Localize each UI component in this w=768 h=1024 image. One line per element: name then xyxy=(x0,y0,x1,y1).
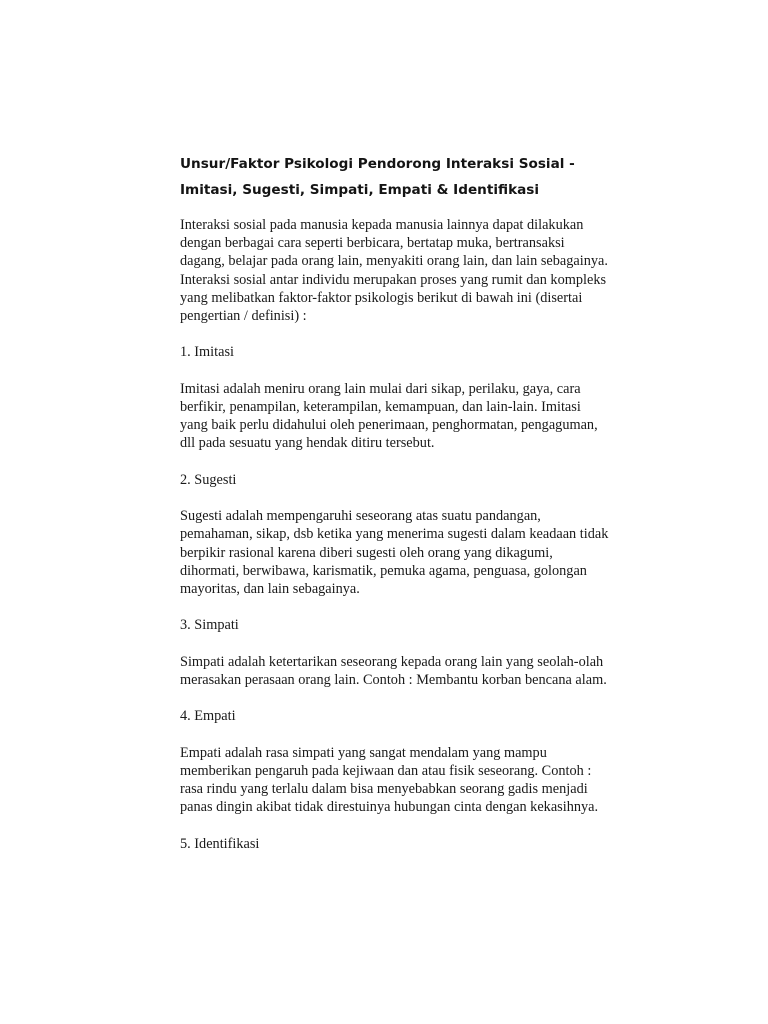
text-line: panas dingin akibat tidak direstuinya hubungan cinta dengan kekasihnya. xyxy=(180,799,599,816)
text-line: dengan berbagai cara seperti berbicara, bertatap muka, bertransaksi xyxy=(180,235,565,252)
text-line: Empati adalah rasa simpati yang sangat mendalam yang mampu xyxy=(180,744,547,761)
text-line: dagang, belajar pada orang lain, menyakiti orang lain, dan lain sebagainya. xyxy=(180,253,608,270)
text-line: berfikir, penampilan, keterampilan, kemampuan, dan lain-lain. Imitasi xyxy=(180,399,581,415)
text-line: rasa rindu yang terlalu dalam bisa menyebabkan seorang gadis menjadi xyxy=(180,781,588,798)
intro-paragraph xyxy=(180,216,640,325)
title-line: Unsur/Faktor Psikologi Pendorong Interaksi Sosial - xyxy=(180,156,575,172)
text-line: pengertian / definisi) : xyxy=(180,308,307,325)
document-title xyxy=(180,151,640,203)
title-line: Imitasi, Sugesti, Simpati, Empati & Identifikasi xyxy=(180,182,540,198)
section-paragraph-empati xyxy=(180,744,640,817)
text-line: mayoritas, dan lain sebagainya. xyxy=(180,581,360,597)
section-heading-simpati: 3. Simpati xyxy=(180,617,239,634)
text-line: Simpati adalah ketertarikan seseorang kepada orang lain yang seolah-olah xyxy=(180,653,604,670)
text-line: Interaksi sosial pada manusia kepada manusia lainnya dapat dilakukan xyxy=(180,217,584,233)
text-line: yang baik perlu didahului oleh penerimaan, penghormatan, pengaguman, xyxy=(180,417,598,434)
text-line: pemahaman, sikap, dsb ketika yang menerima sugesti dalam keadaan tidak xyxy=(180,526,609,543)
text-line: Imitasi adalah meniru orang lain mulai dari sikap, perilaku, gaya, cara xyxy=(180,380,581,397)
section-paragraph-imitasi xyxy=(180,380,640,453)
section-paragraph-simpati xyxy=(180,653,640,689)
text-line: yang melibatkan faktor-faktor psikologis berikut di bawah ini (disertai xyxy=(180,289,583,306)
text-line: berpikir rasional karena diberi sugesti oleh orang yang dikagumi, xyxy=(180,544,553,561)
section-heading-imitasi: 1. Imitasi xyxy=(180,344,235,361)
text-line: Interaksi sosial antar individu merupakan proses yang rumit dan kompleks xyxy=(180,271,607,288)
text-line: dihormati, berwibawa, karismatik, pemuka agama, penguasa, golongan xyxy=(180,562,587,579)
section-paragraph-sugesti xyxy=(180,507,640,598)
section-heading-identifikasi: 5. Identifikasi xyxy=(180,835,260,852)
text-line: dll pada sesuatu yang hendak ditiru tersebut. xyxy=(180,435,435,452)
document-content xyxy=(180,151,640,853)
section-heading-sugesti: 2. Sugesti xyxy=(180,471,237,488)
text-line: memberikan pengaruh pada kejiwaan dan atau fisik seseorang. Contoh : xyxy=(180,762,592,779)
section-heading-empati: 4. Empati xyxy=(180,708,236,725)
text-line: merasakan perasaan orang lain. Contoh : Membantu korban bencana alam. xyxy=(180,671,607,688)
text-line: Sugesti adalah mempengaruhi seseorang atas suatu pandangan, xyxy=(180,508,541,525)
